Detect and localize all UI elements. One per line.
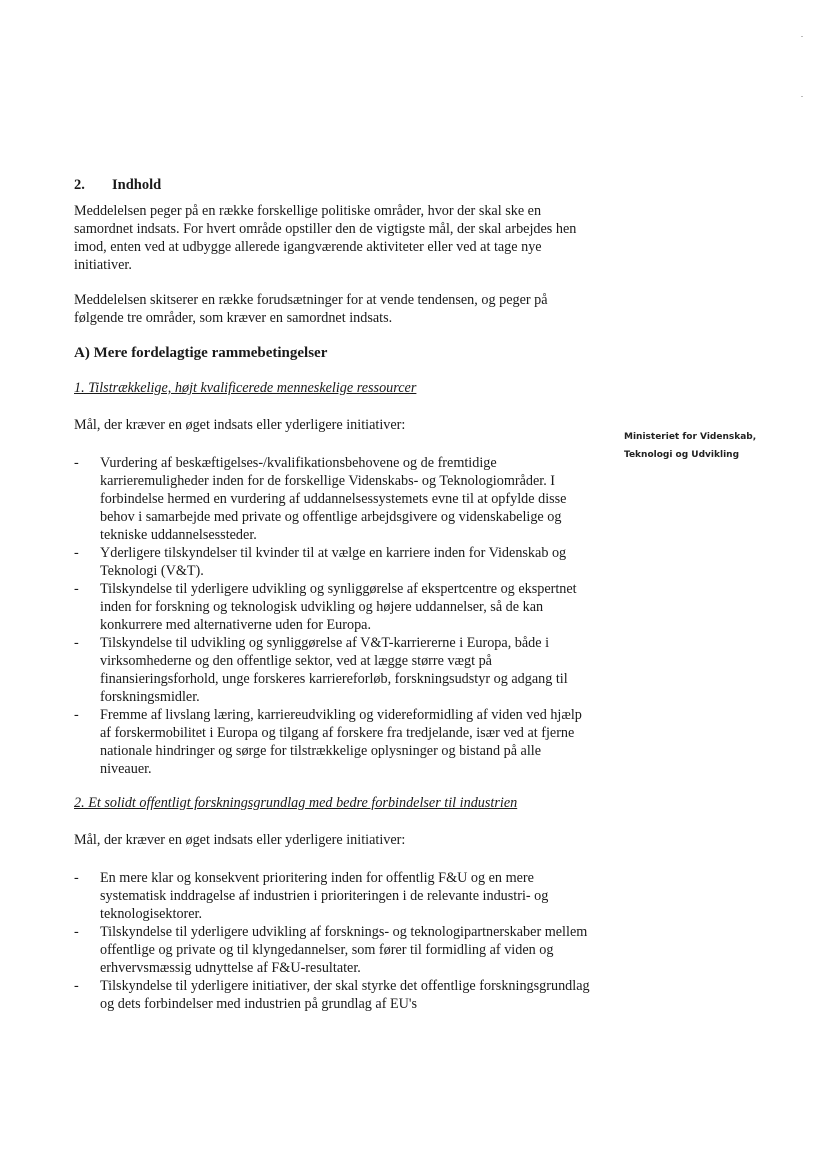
list-item-text: Vurdering af beskæftigelses-/kvalifikationsbehovene og de fremtidige karrieremuligheder inden for de forskellige Videnskabs- og Teknologiområder. I forbindelse hermed en vurdering af uddannelsessystemets evne til at opfylde disse behov i samarbejde med private og offentlige arbejdsgivere og videnskabelige og tekniske uddannelsessteder.	[100, 455, 567, 543]
topic-heading: 1. Tilstrækkelige, højt kvalificerede menneskelige ressourcer	[74, 380, 417, 396]
bullet-list	[74, 869, 594, 1013]
bullet-dash: -	[74, 635, 79, 651]
bullet-list	[74, 454, 594, 778]
goal-line: Mål, der kræver en øget indsats eller yderligere initiativer:	[74, 417, 406, 433]
subsection-heading: A) Mere fordelagtige rammebetingelser	[74, 345, 328, 361]
section-number: 2.	[74, 177, 85, 193]
bullet-dash: -	[74, 707, 79, 723]
bullet-dash: -	[74, 870, 79, 886]
bullet-dash: -	[74, 978, 79, 994]
goal-line: Mål, der kræver en øget indsats eller yderligere initiativer:	[74, 832, 406, 848]
list-item-text: En mere klar og konsekvent prioritering inden for offentlig F&U og en mere systematisk inddragelse af industrien i prioriteringen i de relevante industri- og teknologisektorer.	[100, 870, 549, 922]
bullet-dash: -	[74, 924, 79, 940]
list-item-text: Yderligere tilskyndelser til kvinder til at vælge en karriere inden for Videnskab og Teknologi (V&T).	[100, 545, 567, 579]
list-item	[74, 923, 594, 977]
bullet-dash: -	[74, 545, 79, 561]
list-item	[74, 454, 594, 544]
section-heading	[74, 176, 594, 194]
topic-heading: 2. Et solidt offentligt forskningsgrundlag med bedre forbindelser til industrien	[74, 795, 518, 811]
scan-speck	[801, 36, 803, 37]
list-item-text: Tilskyndelse til yderligere initiativer, der skal styrke det offentlige forskningsgrundlag og dets forbindelser med industrien på grundlag af EU's	[100, 978, 590, 1012]
list-item	[74, 580, 594, 634]
list-item-text: Fremme af livslang læring, karriereudvikling og videreformidling af viden ved hjælp af forskermobilitet i Europa og tilgang af forskere fra tredjelande, især ved at fjerne nationale hindringer og sørge for tilstrækkelige oplysninger og bistand på alle niveauer.	[100, 707, 582, 777]
paragraph-summary: Meddelelsen skitserer en række forudsætninger for at vende tendensen, og peger på følgende tre områder, som kræver en samordnet indsats.	[74, 292, 548, 326]
ministry-sidebar	[624, 428, 794, 464]
list-item	[74, 634, 594, 706]
section-title: Indhold	[112, 177, 162, 193]
scan-speck	[801, 96, 803, 97]
list-item-text: Tilskyndelse til yderligere udvikling og synliggørelse af ekspertcentre og ekspertnet inden for forskning og teknologisk udvikling og højere uddannelser, så de kan konkurrere med alternativerne uden for Europa.	[100, 581, 577, 633]
ministry-name-line2: Teknologi og Udvikling	[624, 450, 740, 460]
list-item-text: Tilskyndelse til yderligere udvikling af forsknings- og teknologipartnerskaber mellem offentlige og private og til klyngedannelser, som fører til formidling af viden og erhvervsmæssig udnyttelse af F&U-resultater.	[100, 924, 588, 976]
ministry-name-line1: Ministeriet for Videnskab,	[624, 432, 757, 442]
main-content	[74, 176, 594, 1013]
list-item	[74, 869, 594, 923]
list-item	[74, 977, 594, 1013]
paragraph-intro: Meddelelsen peger på en række forskellige politiske områder, hvor der skal ske en samordnet indsats. For hvert område opstiller den de vigtigste mål, der skal arbejdes hen imod, enten ved at udbygge allerede igangværende aktiviteter eller ved at tage nye initiativer.	[74, 203, 577, 273]
list-item	[74, 544, 594, 580]
bullet-dash: -	[74, 455, 79, 471]
bullet-dash: -	[74, 581, 79, 597]
list-item-text: Tilskyndelse til udvikling og synliggørelse af V&T-karriererne i Europa, både i virksomhederne og den offentlige sektor, ved at lægge større vægt på finansieringsforhold, unge forskeres karriereforløb, forskningsudstyr og adgang til forskningsmidler.	[100, 635, 568, 705]
list-item	[74, 706, 594, 778]
